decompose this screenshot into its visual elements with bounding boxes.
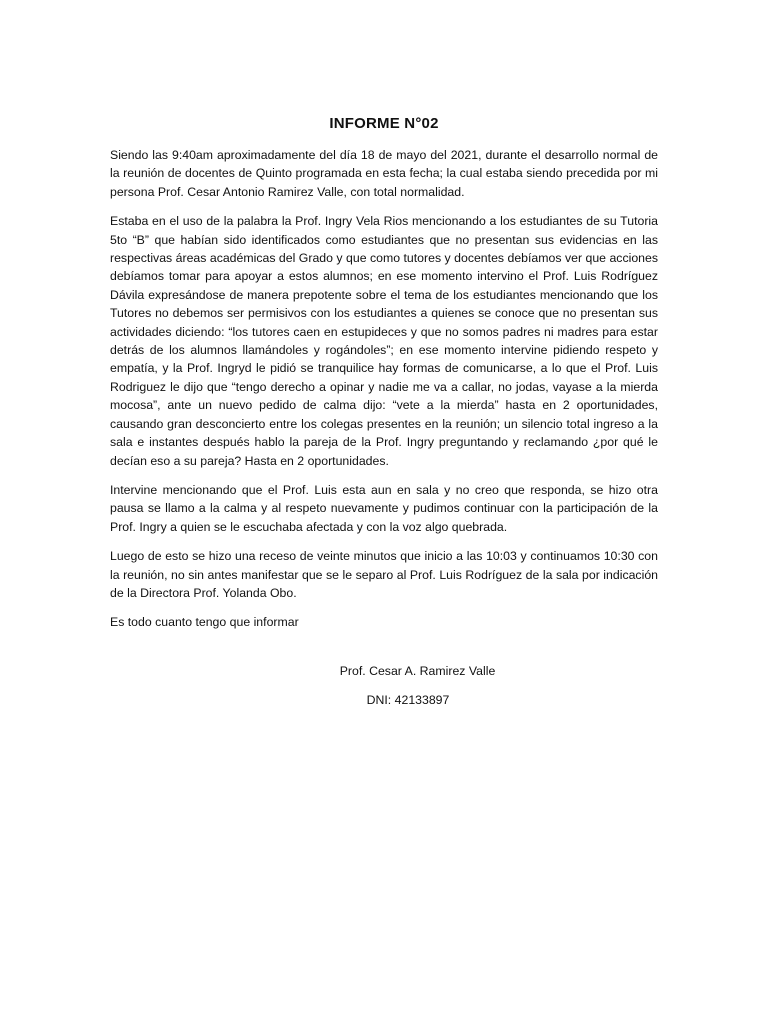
closing-line: Es todo cuanto tengo que informar	[110, 615, 299, 630]
document-body	[110, 146, 658, 632]
paragraph-1: Siendo las 9:40am aproximadamente del día 18 de mayo del 2021, durante el desarrollo normal de la reunión de docentes de Quinto programada en esta fecha; la cual estaba siendo precedida por mi persona Prof. Cesar Antonio Ramirez Valle, con total normalidad.	[110, 148, 658, 199]
paragraph-3: Intervine mencionando que el Prof. Luis esta aun en sala y no creo que responda, se hizo otra pausa se llamo a la calma y al respeto nuevamente y pudimos continuar con la participación de la Prof. Ingry a quien se le escuchaba afectada y con la voz algo quebrada.	[110, 482, 658, 534]
signature-dni: DNI: 42133897	[366, 693, 450, 707]
signature-block	[0, 662, 768, 709]
document-title: INFORME N°02	[329, 115, 439, 132]
signature-name: Prof. Cesar A. Ramirez Valle	[339, 664, 496, 678]
paragraph-4: Luego de esto se hizo una receso de veinte minutos que inicio a las 10:03 y continuamos 10:30 con la reunión, no sin antes manifestar que se le separo al Prof. Luis Rodríguez de la sala por indicación de la Directora Prof. Yolanda Obo.	[110, 549, 658, 600]
paragraph-2: Estaba en el uso de la palabra la Prof. Ingry Vela Rios mencionando a los estudiantes de su Tutoria 5to “B” que habían sido identificados como estudiantes que no presentan sus evidencias en las respectivas áreas académicas del Grado y que como tutores y docentes debíamos ver que acciones debíamos tomar para apoyar a estos alumnos; en ese momento intervino el Prof. Luis Rodríguez Dávila expresándose de manera prepotente sobre el tema de los estudiantes mencionando que los Tutores no debemos ser permisivos con los estudiantes a quienes se conoce que no presentan sus actividades diciendo: “los tutores caen en estupideces y que no somos padres ni madres para estar detrás de los alumnos llamándoles y rogándoles”; en ese momento intervine pidiendo respeto y empatía, y la Prof. Ingryd le pidió se tranquilice hay formas de comunicarse, a lo que el Prof. Luis Rodriguez le dijo que “tengo derecho a opinar y nadie me va a callar, no jodas, vayase a la mierda mocosa”, ante un nuevo pedido de calma dijo: “vete a la mierda” hasta en 2 oportunidades, causando gran desconcierto entre los colegas presentes en la reunión; un silencio total ingreso a la sala e instantes después hablo la pareja de la Prof. Ingry preguntando y reclamando ¿por qué le decían eso a su pareja? Hasta en 2 oportunidades.	[110, 214, 658, 468]
